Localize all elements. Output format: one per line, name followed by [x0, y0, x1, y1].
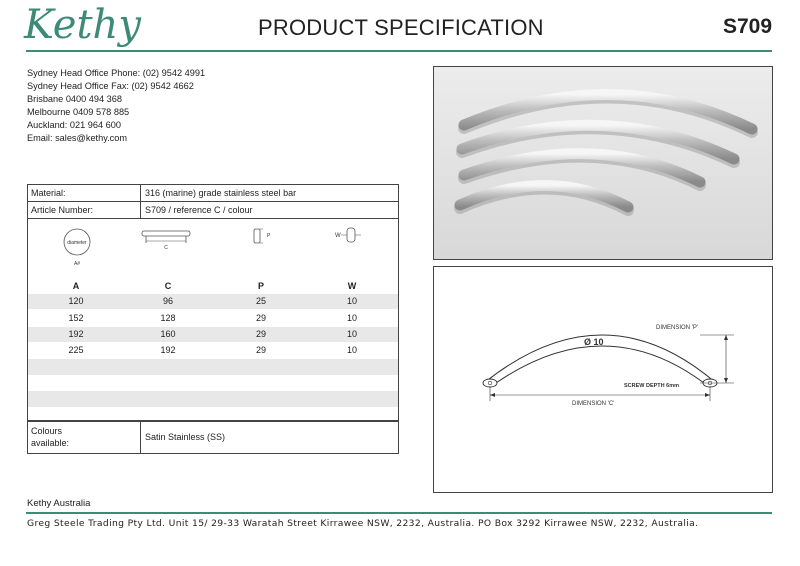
contact-melbourne: Melbourne 0409 578 885 [27, 107, 130, 118]
diameter-icon-label: diameter [67, 240, 87, 246]
diameter-label: Ø 10 [584, 337, 604, 347]
colours-value: Satin Stainless (SS) [145, 432, 226, 442]
cell-a: 192 [68, 329, 84, 339]
p-icon-label: P [267, 233, 271, 239]
colours-label-line2: available: [31, 438, 70, 448]
dimension-icons [28, 219, 398, 279]
cell-w: 10 [346, 329, 357, 339]
contact-auckland: Auckland: 021 964 600 [27, 120, 121, 131]
product-code: S709 [722, 15, 772, 38]
table-row [28, 294, 398, 309]
screw-depth-label: SCREW DEPTH 6mm [624, 383, 680, 389]
cell-w: 10 [346, 296, 357, 306]
colours-row [27, 421, 399, 454]
empty-row [28, 359, 398, 375]
header-divider [26, 50, 772, 52]
cell-c: 96 [162, 296, 173, 306]
empty-row [28, 391, 398, 407]
footer-divider [26, 512, 772, 514]
material-value: 316 (marine) grade stainless steel bar [145, 188, 297, 198]
company-name: Kethy Australia [27, 498, 91, 509]
a-icon-label: A# [73, 261, 81, 267]
dimension-c-label: DIMENSION 'C' [572, 401, 615, 407]
table-row [28, 343, 398, 358]
cell-p: 29 [255, 329, 266, 339]
article-value: S709 / reference C / colour [145, 205, 253, 215]
cell-c: 160 [160, 329, 176, 339]
product-photo [433, 66, 773, 260]
company-address: Greg Steele Trading Pty Ltd. Unit 15/ 29-33 Waratah Street Kirrawee NSW, 2232, Australia. PO Box 3292 Kirrawee NSW, 2232, Australia. [27, 518, 699, 529]
colours-label-line1: Colours [31, 426, 63, 436]
header-p: P [257, 281, 264, 291]
cell-a: 225 [68, 345, 84, 355]
cell-a: 152 [68, 313, 84, 323]
spec-table [27, 184, 399, 421]
cell-c: 192 [160, 345, 176, 355]
cell-p: 29 [255, 345, 266, 355]
handle-length-icon [136, 225, 196, 260]
contact-fax: Sydney Head Office Fax: (02) 9542 4662 [27, 81, 194, 92]
page-title: PRODUCT SPECIFICATION [258, 15, 544, 40]
empty-row [28, 375, 398, 391]
table-row [28, 327, 398, 342]
cell-w: 10 [346, 345, 357, 355]
cell-w: 10 [346, 313, 357, 323]
cell-p: 25 [255, 296, 266, 306]
contact-brisbane: Brisbane 0400 494 368 [27, 94, 123, 105]
header-w: W [347, 281, 357, 291]
table-row [28, 311, 398, 326]
colours-label [28, 422, 141, 453]
cell-c: 128 [160, 313, 176, 323]
technical-drawing [433, 266, 773, 493]
diameter-icon [60, 225, 94, 274]
header-c: C [164, 281, 172, 291]
width-icon [333, 225, 367, 254]
contact-phone: Sydney Head Office Phone: (02) 9542 4991 [27, 68, 206, 78]
material-label: Material: [28, 185, 141, 201]
material-row [28, 185, 398, 202]
contact-block [27, 67, 205, 146]
w-icon-label: W [335, 233, 341, 239]
c-icon-label: C [164, 245, 168, 251]
projection-icon [250, 225, 274, 254]
dimension-p-label: DIMENSION 'P' [656, 325, 698, 331]
brand-logo: Kethy [24, 2, 141, 48]
article-row [28, 202, 398, 219]
contact-email[interactable]: Email: sales@kethy.com [27, 133, 128, 144]
article-label: Article Number: [28, 202, 141, 218]
cell-p: 29 [255, 313, 266, 323]
header-a: A [72, 281, 80, 291]
cell-a: 120 [68, 296, 84, 306]
